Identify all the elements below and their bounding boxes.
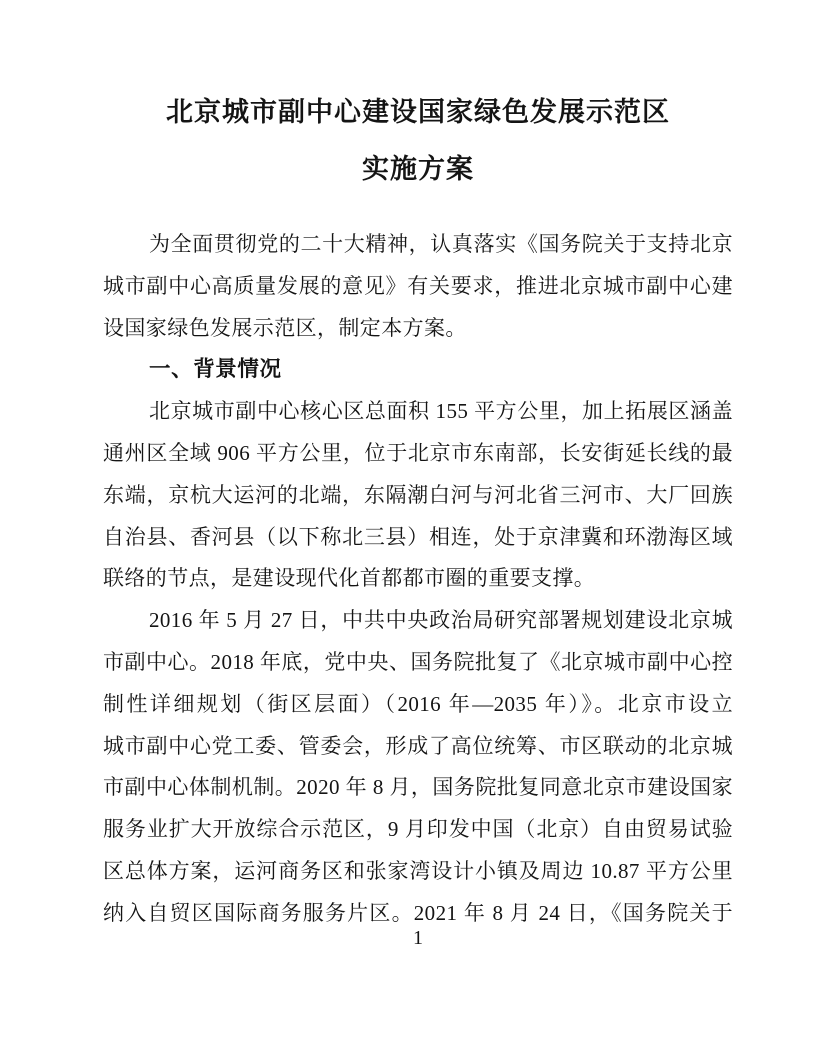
intro-paragraph (103, 224, 733, 349)
geography-paragraph (103, 391, 733, 600)
paragraph-line: 城市副中心党工委、管委会，形成了高位统筹、市区联动的北京城 (103, 733, 733, 758)
paragraph-line: 北京城市副中心核心区总面积 155 平方公里，加上拓展区涵盖 (149, 399, 733, 424)
doc-title (103, 84, 733, 198)
section-heading-background: 一、背景情况 (149, 357, 282, 382)
paragraph-line: 城市副中心高质量发展的意见》有关要求，推进北京城市副中心建 (103, 273, 733, 298)
paragraph-line: 市副中心体制机制。2020 年 8 月，国务院批复同意北京市建设国家 (103, 775, 733, 800)
page-number: 1 (413, 927, 423, 949)
paragraph-line: 市副中心。2018 年底，党中央、国务院批复了《北京城市副中心控 (103, 649, 733, 674)
paragraph-line: 设国家绿色发展示范区，制定本方案。 (103, 315, 467, 340)
paragraph-line: 通州区全域 906 平方公里，位于北京市东南部，长安街延长线的最 (103, 440, 733, 465)
history-paragraph (103, 600, 733, 934)
paragraph-line: 2016 年 5 月 27 日，中共中央政治局研究部署规划建设北京城 (149, 608, 733, 633)
paragraph-line: 为全面贯彻党的二十大精神，认真落实《国务院关于支持北京 (149, 232, 733, 256)
paragraph-line: 东端，京杭大运河的北端，东隔潮白河与河北省三河市、大厂回族 (103, 482, 733, 507)
document-content (103, 84, 733, 935)
doc-title-line-1: 北京城市副中心建设国家绿色发展示范区 (166, 97, 670, 127)
doc-title-line-2: 实施方案 (362, 154, 474, 184)
paragraph-line: 联络的节点，是建设现代化首都都市圈的重要支撑。 (103, 566, 596, 591)
paragraph-line: 服务业扩大开放综合示范区，9 月印发中国（北京）自由贸易试验 (103, 817, 733, 842)
paragraph-line: 区总体方案，运河商务区和张家湾设计小镇及周边 10.87 平方公里 (103, 858, 733, 883)
paragraph-line: 自治县、香河县（以下称北三县）相连，处于京津冀和环渤海区域 (103, 524, 733, 549)
paragraph-line: 纳入自贸区国际商务服务片区。2021 年 8 月 24 日，《国务院关于 (103, 900, 733, 925)
paragraph-line: 制性详细规划（街区层面）（2016 年—2035 年）》。北京市设立 (103, 691, 733, 716)
